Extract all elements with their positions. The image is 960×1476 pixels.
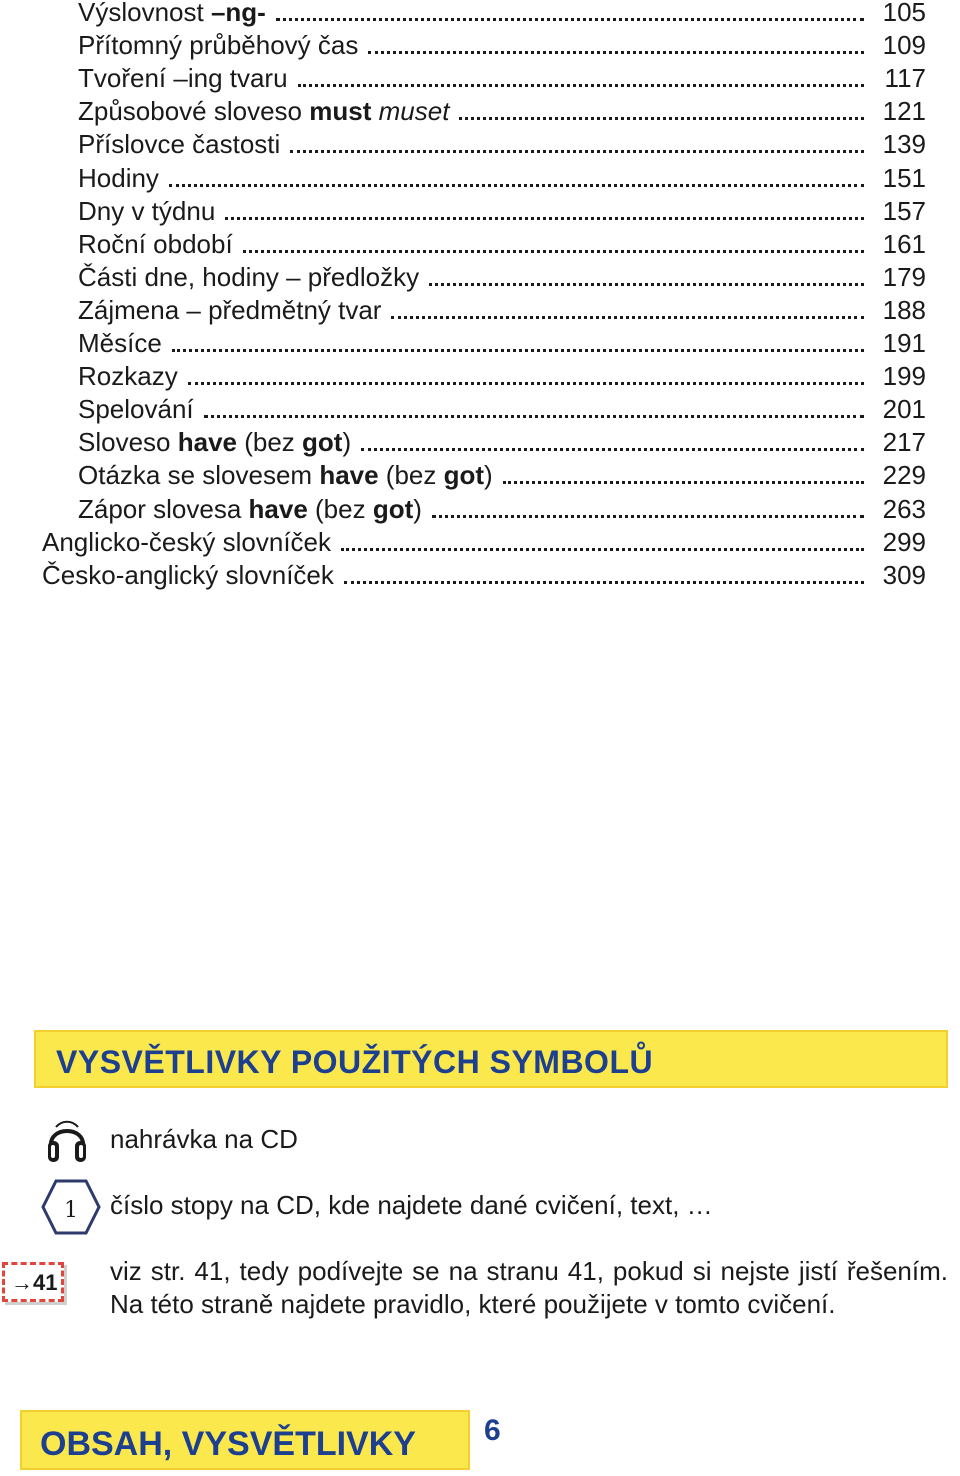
toc-entry-title (78, 295, 391, 326)
toc-entry-title-part: (bez (307, 493, 373, 524)
toc-entry-title (78, 229, 243, 260)
toc-entry-title-part: Sloveso (78, 427, 178, 458)
toc-entry-page: 188 (882, 294, 926, 325)
toc-entry-title-part: ) (342, 427, 352, 458)
toc-entry-title-part: (bez (237, 427, 303, 458)
toc-entry (78, 360, 926, 393)
toc-entry-title-part: Způsobové sloveso (78, 96, 310, 127)
toc-entry-title-part: have (177, 427, 237, 458)
track-number-label: 1 (64, 1198, 78, 1223)
toc-dot-leader (341, 548, 864, 551)
toc-entry (78, 459, 926, 492)
toc-entry-page: 121 (882, 96, 926, 127)
toc-dot-leader (459, 117, 864, 120)
toc-entry-title (42, 560, 344, 591)
toc-entry-page: 179 (882, 261, 926, 292)
toc-entry-page: 217 (882, 427, 926, 458)
toc-entry-title (78, 328, 172, 359)
toc-entry-title (78, 460, 503, 491)
toc-entry-title (78, 129, 290, 160)
toc-entry-title-part: Příslovce častosti (78, 129, 281, 160)
toc-entry-title-part (371, 96, 378, 126)
toc-entry-title-part: ) (484, 460, 493, 491)
toc-entry (78, 128, 926, 161)
toc-dot-leader (429, 283, 864, 286)
toc-entry-title (78, 30, 368, 61)
toc-entry-title-part: got (443, 460, 485, 491)
toc-entry-title-part: have (319, 460, 379, 491)
toc-dot-leader (243, 250, 864, 253)
page-number: 6 (484, 1414, 501, 1447)
toc-dot-leader (169, 184, 864, 187)
toc-entry-title-part: Roční období (78, 228, 233, 259)
toc-entry (78, 29, 926, 62)
toc-entry-page: 263 (882, 493, 926, 524)
toc-entry-title (78, 494, 432, 525)
toc-entry (78, 162, 926, 195)
toc-entry-title-part: got (372, 493, 414, 524)
toc-entry-title (78, 0, 276, 28)
toc-entry-title (78, 63, 298, 94)
toc-entry-title-part: Otázka se slovesem (78, 460, 320, 491)
toc-entry-page: 201 (882, 394, 926, 425)
toc-dot-leader (432, 515, 864, 518)
toc-entry (78, 426, 926, 459)
toc-dot-leader (344, 581, 864, 584)
toc-entry (78, 393, 926, 426)
toc-entry-page: 161 (882, 228, 926, 259)
toc-entry-title-part: Hodiny (78, 162, 159, 193)
toc-entry (78, 228, 926, 261)
toc-entry-title-part: (bez (378, 460, 444, 491)
toc-entry (42, 526, 926, 559)
legend-banner (34, 1030, 948, 1088)
toc-entry-title-part: Rozkazy (78, 361, 178, 392)
toc-dot-leader (276, 18, 864, 21)
headphones-icon (46, 1116, 88, 1169)
toc-entry-title (78, 394, 204, 425)
toc-entry-title (42, 527, 341, 558)
toc-entry-title-part: Měsíce (78, 328, 162, 358)
toc-entry-title-part: Výslovnost (78, 0, 211, 27)
toc-dot-leader (368, 51, 864, 54)
reference-legend-text: viz str. 41, tedy podívejte se na stranu 41, pokud si nejste jistí řešením. Na této straně najdete pravidlo, které použijete v tomto cvičení. (110, 1256, 948, 1319)
toc-entry-title-part: muset (378, 96, 450, 127)
toc-entry (78, 493, 926, 526)
toc-entry-page: 139 (882, 129, 926, 160)
toc-entry-page: 117 (884, 63, 926, 94)
footer-section-title: OBSAH, VYSVĚTLIVKY (40, 1425, 416, 1463)
toc-entry-title (78, 196, 225, 227)
toc-dot-leader (172, 349, 864, 352)
toc-entry-title-part: got (302, 427, 343, 458)
toc-entry-page: 157 (882, 195, 926, 226)
toc-entry-page: 151 (882, 162, 926, 193)
toc-entry-title-part: have (248, 493, 308, 524)
toc-dot-leader (503, 481, 864, 484)
cd-legend-text: nahrávka na CD (110, 1124, 298, 1154)
footer-section-box (20, 1410, 470, 1470)
toc-entry (42, 559, 926, 592)
toc-entry-title-part: –ng- (210, 0, 266, 27)
toc-entry-title-part: Tvoření –ing tvaru (78, 63, 288, 94)
toc-dot-leader (298, 84, 864, 87)
toc-entry-title-part: Zájmena – předmětný tvar (78, 294, 382, 325)
toc-dot-leader (204, 415, 864, 418)
toc-entry (78, 0, 926, 29)
toc-entry-page: 309 (882, 559, 926, 590)
toc-entry-title (78, 262, 429, 293)
toc-entry-title-part: Dny v týdnu (78, 195, 216, 226)
toc-entry-title-part: Spelování (78, 394, 194, 425)
toc-entry-page: 199 (882, 361, 926, 392)
toc-entry (78, 261, 926, 294)
toc-entry-title-part: Zápor slovesa (78, 493, 249, 524)
page-reference-badge-text: →41 (11, 1270, 58, 1295)
toc-entry-title-part: ) (413, 493, 422, 524)
toc-dot-leader (188, 382, 864, 385)
toc-entry-title (78, 163, 169, 194)
toc-entry-page: 191 (882, 328, 926, 358)
toc-entry-page: 229 (882, 460, 926, 491)
toc-entry-title-part: must (309, 96, 372, 127)
toc-entry-title-part: Přítomný průběhový čas (78, 30, 359, 61)
toc-entry-title-part: Části dne, hodiny – předložky (78, 261, 420, 292)
toc-dot-leader (361, 448, 864, 451)
toc-entry-page: 109 (882, 30, 926, 61)
toc-entry (78, 62, 926, 95)
toc-entry-title (78, 427, 361, 458)
toc-entry (78, 95, 926, 128)
toc-entry-title-part: Anglicko-český slovníček (42, 526, 331, 557)
toc-entry-title (78, 361, 188, 392)
legend-heading: VYSVĚTLIVKY POUŽITÝCH SYMBOLŮ (56, 1044, 654, 1080)
toc-dot-leader (391, 316, 864, 319)
toc-entry-page: 105 (882, 0, 926, 27)
toc-entry (78, 195, 926, 228)
track-number-hexagon-icon (40, 1178, 102, 1241)
page-reference-badge (2, 1262, 64, 1302)
toc-entry-title (78, 96, 459, 127)
track-legend-text: číslo stopy na CD, kde najdete dané cvičení, text, … (110, 1190, 713, 1220)
toc-entry-page: 299 (882, 526, 926, 557)
toc-dot-leader (290, 150, 864, 153)
toc-entry (78, 294, 926, 327)
toc-entry (78, 327, 926, 360)
toc-entry-title-part: Česko-anglický slovníček (42, 559, 334, 590)
toc-dot-leader (225, 217, 864, 220)
